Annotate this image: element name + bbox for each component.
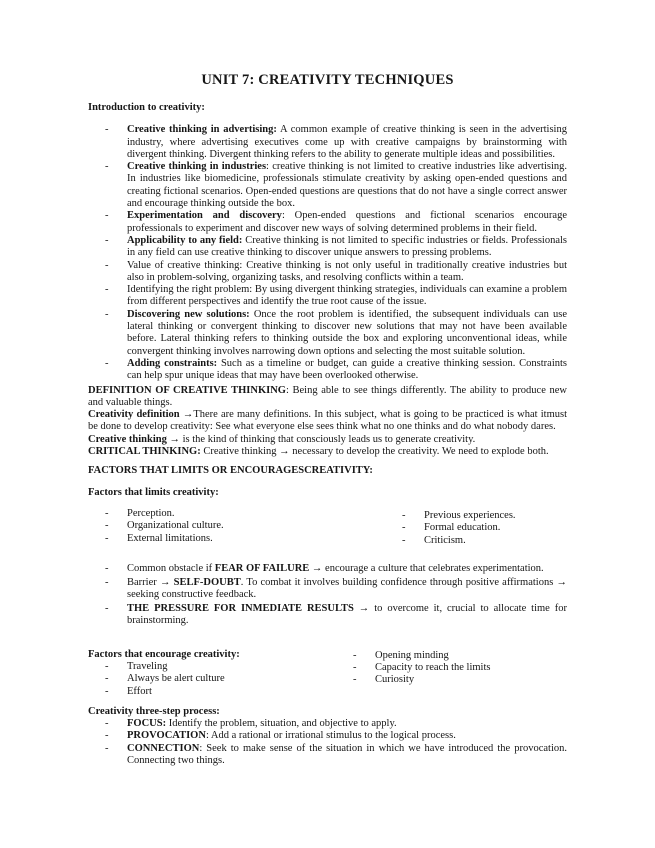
bullet-text: Criticism. <box>424 534 466 546</box>
bullet-item <box>88 210 567 235</box>
encourage-right-list <box>336 650 536 687</box>
bullet-text: Identifying the right problem: By using divergent thinking strategies, individuals can examine a problem from different perspectives and identify the true root cause of the issue. <box>127 284 567 308</box>
bullet-text: Effort <box>127 685 152 697</box>
dash-bullet-marker: - <box>105 284 109 296</box>
bullet-item <box>336 650 536 662</box>
dash-bullet-marker: - <box>105 234 109 246</box>
definition-paragraph: Creative thinking → is the kind of thinking that consciously leads us to generate creativity. <box>88 433 476 445</box>
bullet-text: Common obstacle if FEAR OF FAILURE → encourage a culture that celebrates experimentation. <box>127 562 544 574</box>
bullet-item <box>88 309 567 358</box>
dash-bullet-marker: - <box>105 730 109 742</box>
dash-bullet-marker: - <box>105 210 109 222</box>
definition-paragraph: DEFINITION OF CREATIVE THINKING: Being able to see things differently. The ability to produce new and valuable things. <box>88 384 567 408</box>
intro-bullet-list <box>88 124 567 382</box>
dash-bullet-marker: - <box>353 649 357 661</box>
bullet-text: Creative thinking in advertising: A common example of creative thinking is seen in the advertising industry, where advertising executives come up with creative campaigns by brainstorming with divergent thinking. Divergent thinking refers to the ability to generate multiple ideas and possibilities. <box>127 124 567 160</box>
section-heading-factors: FACTORS THAT LIMITS OR ENCOURAGESCREATIVITY: <box>88 465 373 477</box>
bullet-text: FOCUS: Identify the problem, situation, and objective to apply. <box>127 718 397 730</box>
dash-bullet-marker: - <box>402 509 406 521</box>
section-heading-process: Creativity three-step process: <box>88 705 220 717</box>
dash-bullet-marker: - <box>105 357 109 369</box>
bullet-text: Applicability to any field: Creative thinking is not limited to specific industries or fields. Professionals in any field can use creative thinking to discover unique answers to pressing problems. <box>127 234 568 259</box>
bullet-item <box>336 662 536 674</box>
bullet-item <box>385 535 567 547</box>
dash-bullet-marker: - <box>105 602 109 614</box>
bullet-text: Adding constraints: Such as a timeline or budget, can guide a creative thinking session. Constraints can help spur unique ideas that may have been overlooked otherwise. <box>127 357 567 382</box>
page-title: UNIT 7: CREATIVITY TECHNIQUES <box>201 72 454 88</box>
dash-bullet-marker: - <box>105 562 109 574</box>
definition-paragraph: CRITICAL THINKING: Creative thinking → necessary to develop the creativity. We need to explode both. <box>88 446 549 458</box>
bullet-text: Previous experiences. <box>424 509 516 521</box>
bullet-text: Formal education. <box>424 522 501 534</box>
bullet-item <box>88 686 348 698</box>
section-heading-encourage: Factors that encourage creativity: <box>88 648 240 660</box>
dash-bullet-marker: - <box>105 532 109 544</box>
dash-bullet-marker: - <box>105 576 109 588</box>
bullet-item <box>88 718 567 730</box>
bullet-item <box>88 284 567 309</box>
dash-bullet-marker: - <box>105 124 109 136</box>
bullet-text: Barrier → SELF-DOUBT. To combat it involves building confidence through positive affirmations → seeking constructive feedback. <box>127 576 567 601</box>
bullet-text: CONNECTION: Seek to make sense of the situation in which we have introduced the provocation. Connecting two things. <box>127 742 567 767</box>
bullet-item <box>88 577 567 602</box>
obstacles-list <box>88 563 567 628</box>
dash-bullet-marker: - <box>105 718 109 730</box>
bullet-text: Curiosity <box>375 674 415 686</box>
bullet-item <box>88 161 567 210</box>
bullet-text: THE PRESSURE FOR INMEDIATE RESULTS → to overcome it, crucial to allocate time for brainstorming. <box>127 602 568 627</box>
bullet-item <box>88 124 567 161</box>
bullet-item <box>88 661 348 673</box>
bullet-text: Capacity to reach the limits <box>375 662 491 674</box>
dash-bullet-marker: - <box>353 674 357 686</box>
bullet-text: Creative thinking in industries: creative thinking is not limited to creative industries like advertising. In industries like biomedicine, professionals stimulate creativity by asking open-ended questions and creating fictional scenarios. Open-ended questions are questions that do not have a single correct answer and encourage thinking outside the box. <box>127 161 567 210</box>
bullet-item <box>88 533 348 545</box>
bullet-text: Opening minding <box>375 649 449 661</box>
bullet-item <box>88 673 348 685</box>
encourage-columns <box>88 649 567 699</box>
bullet-text: Organizational culture. <box>127 520 224 532</box>
encourage-left-list <box>88 661 348 698</box>
limits-left-list <box>88 508 348 545</box>
section-heading-intro: Introduction to creativity: <box>88 102 205 113</box>
dash-bullet-marker: - <box>402 522 406 534</box>
bullet-text: Value of creative thinking: Creative thinking is not only useful in traditionally creative industries but also in problem-solving, organizing tasks, and resolving conflicts within a team. <box>127 259 567 283</box>
dash-bullet-marker: - <box>353 662 357 674</box>
dash-bullet-marker: - <box>105 161 109 173</box>
bullet-item <box>88 358 567 383</box>
definitions-block <box>88 385 567 459</box>
limits-columns <box>88 508 567 548</box>
bullet-item <box>88 260 567 285</box>
dash-bullet-marker: - <box>105 685 109 697</box>
dash-bullet-marker: - <box>402 534 406 546</box>
bullet-item <box>88 730 567 742</box>
limits-right-list <box>385 510 567 547</box>
bullet-text: External limitations. <box>127 532 213 544</box>
dash-bullet-marker: - <box>105 308 109 320</box>
dash-bullet-marker: - <box>105 742 109 754</box>
bullet-item <box>88 520 348 532</box>
process-list <box>88 718 567 767</box>
dash-bullet-marker: - <box>105 259 109 271</box>
bullet-text: PROVOCATION: Add a rational or irrational stimulus to the logical process. <box>127 730 456 742</box>
bullet-item <box>385 510 567 522</box>
bullet-text: Always be alert culture <box>127 673 225 685</box>
section-heading-limits: Factors that limits creativity: <box>88 486 219 498</box>
bullet-item <box>88 563 567 576</box>
dash-bullet-marker: - <box>105 507 109 519</box>
dash-bullet-marker: - <box>105 661 109 673</box>
bullet-text: Perception. <box>127 507 175 519</box>
bullet-text: Experimentation and discovery: Open-ended questions and fictional scenarios encourage professionals to experiment and discover new ways of solving determined problems in their field. <box>127 210 567 234</box>
bullet-text: Discovering new solutions: Once the root problem is identified, the subsequent individuals can use lateral thinking or convergent thinking to discover new solutions that may not have been available before. Lateral thinking refers to thinking outside the box and exploring unconventional ideas, while convergent thinking involves narrowing down options and selecting the most suitable solution. <box>127 308 567 357</box>
bullet-item <box>88 603 567 628</box>
bullet-item <box>336 674 536 686</box>
definition-paragraph: Creativity definition →There are many definitions. In this subject, what is going to be practiced is what itmust be done to develop creativity: See what everyone else sees think what no one thinks and do what nobody dares. <box>88 409 568 433</box>
dash-bullet-marker: - <box>105 673 109 685</box>
bullet-item <box>88 235 567 260</box>
dash-bullet-marker: - <box>105 520 109 532</box>
bullet-item <box>88 508 348 520</box>
bullet-text: Traveling <box>127 661 168 673</box>
bullet-item <box>88 743 567 768</box>
bullet-item <box>385 522 567 534</box>
